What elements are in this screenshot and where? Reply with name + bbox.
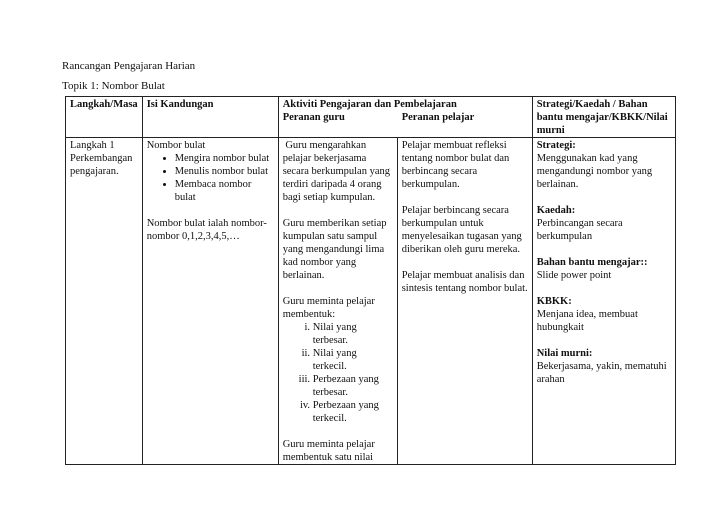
langkah-line: Perkembangan <box>70 153 133 164</box>
isi-definition: Nombor bulat ialah nombor-nombor 0,1,2,3,4,5,… <box>146 218 267 242</box>
bahan-label: Bahan bantu mengajar:: <box>536 257 648 268</box>
header-aktiviti-label: Aktiviti Pengajaran dan Pembelajaran <box>282 99 457 110</box>
nilai-text: Bekerjasama, yakin, mematuhi arahan <box>536 361 667 385</box>
list-item: ii. Nilai yang terkecil. <box>313 347 393 373</box>
header-peranan <box>283 111 528 124</box>
header-isi: Isi Kandungan <box>142 97 278 138</box>
header-peranan-guru: Peranan guru <box>282 112 345 123</box>
bahan-text: Slide power point <box>536 270 612 281</box>
list-item: • Mengira nombor bulat <box>175 152 274 165</box>
guru-paragraph: Guru memberikan setiap kumpulan satu sampul yang mengandungi lima kad nombor yang berlainan. <box>282 218 387 281</box>
guru-paragraph: Guru meminta pelajar membentuk: <box>282 296 375 320</box>
langkah-line: pengajaran. <box>70 166 119 177</box>
header-peranan-pelajar: Peranan pelajar <box>401 112 475 123</box>
list-item: • Membaca nombor bulat <box>175 178 274 204</box>
cell-langkah <box>66 138 143 465</box>
table-header-row <box>66 97 676 138</box>
list-item: iv. Perbezaan yang terkecil. <box>313 399 393 425</box>
list-item: • Menulis nombor bulat <box>175 165 274 178</box>
guru-roman-list <box>283 321 393 425</box>
nilai-label: Nilai murni: <box>536 348 593 359</box>
header-aktiviti <box>278 97 532 138</box>
document-title: Rancangan Pengajaran Harian <box>62 60 196 72</box>
kbkk-label: KBKK: <box>536 296 572 307</box>
strategi-label: Strategi: <box>536 140 576 151</box>
pelajar-paragraph: Pelajar membuat refleksi tentang nombor bulat dan berbincang secara berkumpulan. <box>401 140 510 190</box>
cell-peranan-pelajar <box>397 138 532 465</box>
guru-paragraph: Guru mengarahkan pelajar bekerjasama secara berkumpulan yang terdiri daripada 4 orang bagi setiap kumpulan. <box>282 140 393 203</box>
isi-title: Nombor bulat <box>146 140 206 151</box>
guru-paragraph: Guru meminta pelajar membentuk satu nilai <box>282 439 375 463</box>
kbkk-text: Menjana idea, membuat hubungkait <box>536 309 638 333</box>
cell-strategi <box>532 138 675 465</box>
table-row <box>66 138 676 465</box>
list-item: i. Nilai yang terbesar. <box>313 321 393 347</box>
pelajar-paragraph: Pelajar berbincang secara berkumpulan untuk menyelesaikan tugasan yang diberikan oleh guru mereka. <box>401 205 522 255</box>
isi-bullet-list <box>147 152 274 204</box>
strategi-text: Menggunakan kad yang mengandungi nombor yang berlainan. <box>536 153 653 190</box>
kaedah-text: Perbincangan secara berkumpulan <box>536 218 623 242</box>
pelajar-paragraph: Pelajar membuat analisis dan sintesis tentang nombor bulat. <box>401 270 528 294</box>
langkah-line: Langkah 1 <box>70 140 115 151</box>
topic-title: Topik 1: Nombor Bulat <box>62 80 165 92</box>
kaedah-label: Kaedah: <box>536 205 576 216</box>
header-strategi: Strategi/Kaedah / Bahan bantu mengajar/KBKK/Nilai murni <box>532 97 675 138</box>
cell-peranan-guru <box>278 138 397 465</box>
cell-isi <box>142 138 278 465</box>
header-langkah: Langkah/Masa <box>66 97 143 138</box>
list-item: iii. Perbezaan yang terbesar. <box>313 373 393 399</box>
lesson-plan-table <box>65 96 676 465</box>
